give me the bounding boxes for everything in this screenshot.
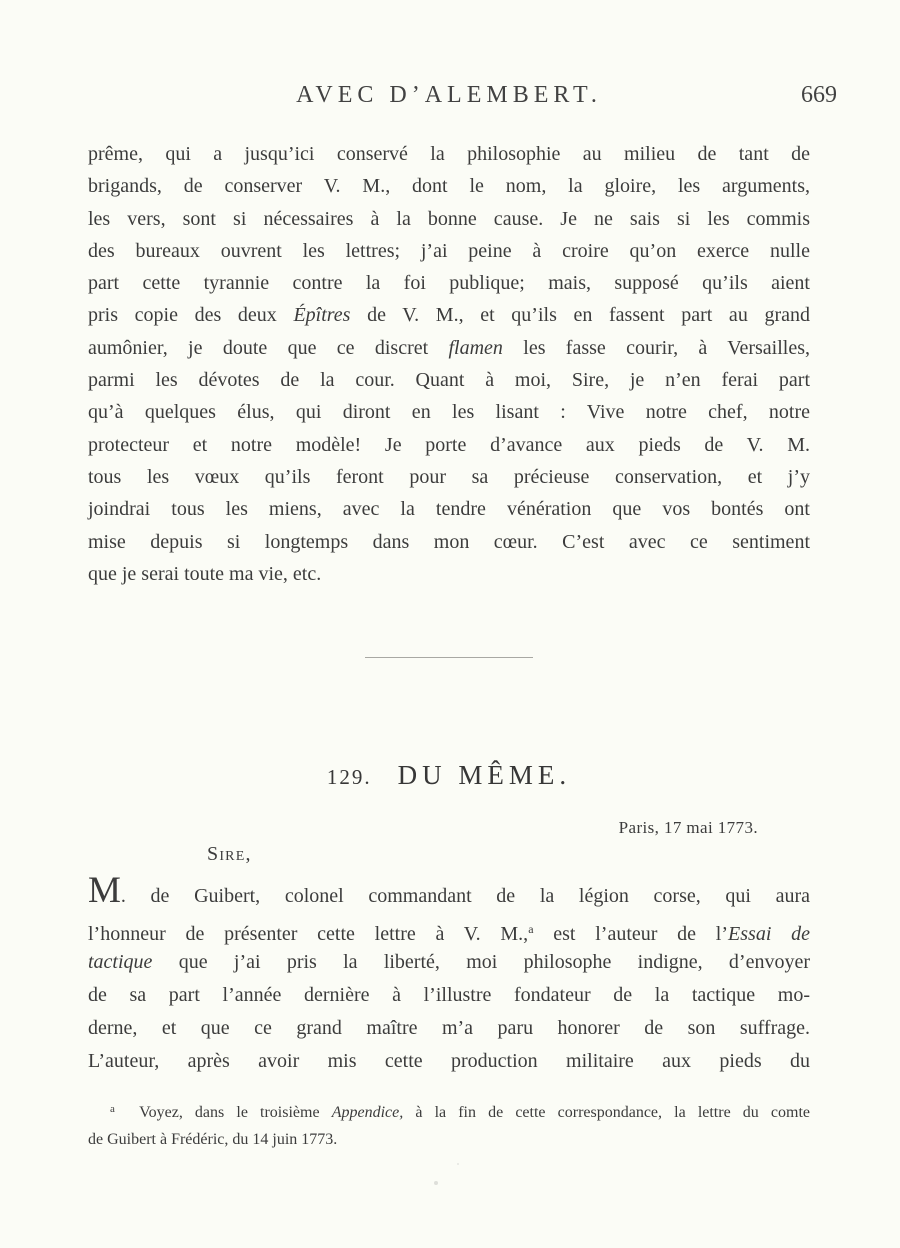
text-segment: flamen [448, 336, 503, 359]
text-line [88, 979, 810, 1012]
text-segment: les vers, sont si nécessaires à la bonne cause. Je ne sais si les commis [88, 207, 810, 230]
text-segment: tous les vœux qu’ils feront pour sa précieuse conservation, et j’y [88, 465, 810, 488]
text-line [88, 1045, 810, 1078]
text-line [88, 1012, 810, 1045]
text-segment: que j’ai pris la liberté, moi philosophe indigne, d’envoyer [152, 951, 810, 973]
text-line [88, 558, 810, 590]
text-segment: Voyez, dans le troisième [114, 1104, 332, 1121]
text-segment: pris copie des deux [88, 304, 294, 327]
text-segment: de sa part l’année dernière à l’illustre fondateur de la tactique mo- [88, 984, 810, 1006]
text-line [88, 235, 810, 267]
text-line [88, 493, 810, 525]
header-title: AVEC D’ALEMBERT. [296, 82, 602, 108]
text-segment: l’honneur de présenter cette lettre à V. M., [88, 923, 529, 945]
letter-title: DU MÊME. [397, 760, 572, 790]
text-segment: parmi les dévotes de la cour. Quant à moi, Sire, je n’en ferai part [88, 369, 810, 392]
text-segment: aumônier, je doute que ce discret [88, 336, 449, 359]
text-line [88, 913, 810, 946]
text-line [88, 170, 810, 202]
letter-body-paragraph [88, 870, 811, 1078]
text-segment: L’auteur, après avoir mis cette production militaire aux pieds du [88, 1050, 810, 1072]
text-segment: Essai de [728, 923, 811, 945]
footnote [88, 1096, 810, 1153]
text-segment: de Guibert à Frédéric, du 14 juin 1773. [88, 1131, 338, 1148]
text-line [88, 461, 810, 493]
text-segment: protecteur et notre modèle! Je porte d’avance aux pieds de V. M. [88, 433, 810, 456]
text-segment: des bureaux ouvrent les lettres; j’ai peine à croire qu’on exerce nulle [88, 239, 810, 262]
text-segment: à la fin de cette correspondance, la lettre du comte [403, 1104, 811, 1121]
letter-heading [88, 760, 810, 791]
text-segment: brigands, de conserver V. M., dont le nom, la gloire, les arguments, [88, 175, 810, 198]
text-line [88, 332, 810, 364]
dateline: Paris, 17 mai 1773. [618, 818, 758, 837]
text-line [88, 203, 810, 235]
drop-initial: M [88, 870, 121, 911]
footnote-marker: a [110, 1103, 115, 1115]
text-line [88, 870, 810, 913]
text-segment: . de Guibert, colonel commandant de la légion corse, qui aura [120, 885, 810, 907]
text-segment: de V. M., et qu’ils en fassent part au grand [350, 304, 810, 327]
salutation: Sire, [207, 843, 252, 865]
text-line [88, 364, 810, 396]
text-segment: derne, et que ce grand maître m’a paru honorer de son suffrage. [88, 1017, 810, 1039]
running-header [88, 82, 837, 116]
text-line [88, 138, 810, 170]
scan-speck [434, 1181, 438, 1185]
text-segment: mise depuis si longtemps dans mon cœur. C’est avec ce sentiment [88, 530, 810, 553]
scan-speck [457, 1163, 459, 1165]
letter-continuation-paragraph [88, 138, 810, 590]
text-segment: est l’auteur de l’ [533, 923, 729, 945]
text-line [88, 946, 810, 979]
text-segment: Épîtres [293, 304, 351, 327]
text-line [88, 1126, 810, 1153]
section-divider-rule [365, 657, 533, 658]
text-segment: que je serai toute ma vie, etc. [88, 562, 322, 585]
text-segment: les fasse courir, à Versailles, [502, 336, 810, 359]
text-line [88, 526, 810, 558]
text-line [88, 429, 810, 461]
text-segment: tactique [88, 951, 153, 973]
footnote-marker: a [528, 922, 534, 936]
text-line [88, 396, 810, 428]
text-segment: Appendice, [331, 1104, 404, 1121]
text-line [88, 299, 810, 331]
text-segment: prême, qui a jusqu’ici conservé la philosophie au milieu de tant de [88, 143, 810, 165]
letter-number: 129. [326, 765, 372, 789]
text-segment: part cette tyrannie contre la foi publique; mais, supposé qu’ils aient [88, 272, 810, 295]
text-segment: qu’à quelques élus, qui diront en les lisant : Vive notre chef, notre [88, 401, 810, 424]
page-number: 669 [801, 82, 837, 108]
text-line [88, 267, 810, 299]
text-line [88, 1096, 810, 1126]
text-segment: joindrai tous les miens, avec la tendre vénération que vos bontés ont [88, 498, 810, 521]
